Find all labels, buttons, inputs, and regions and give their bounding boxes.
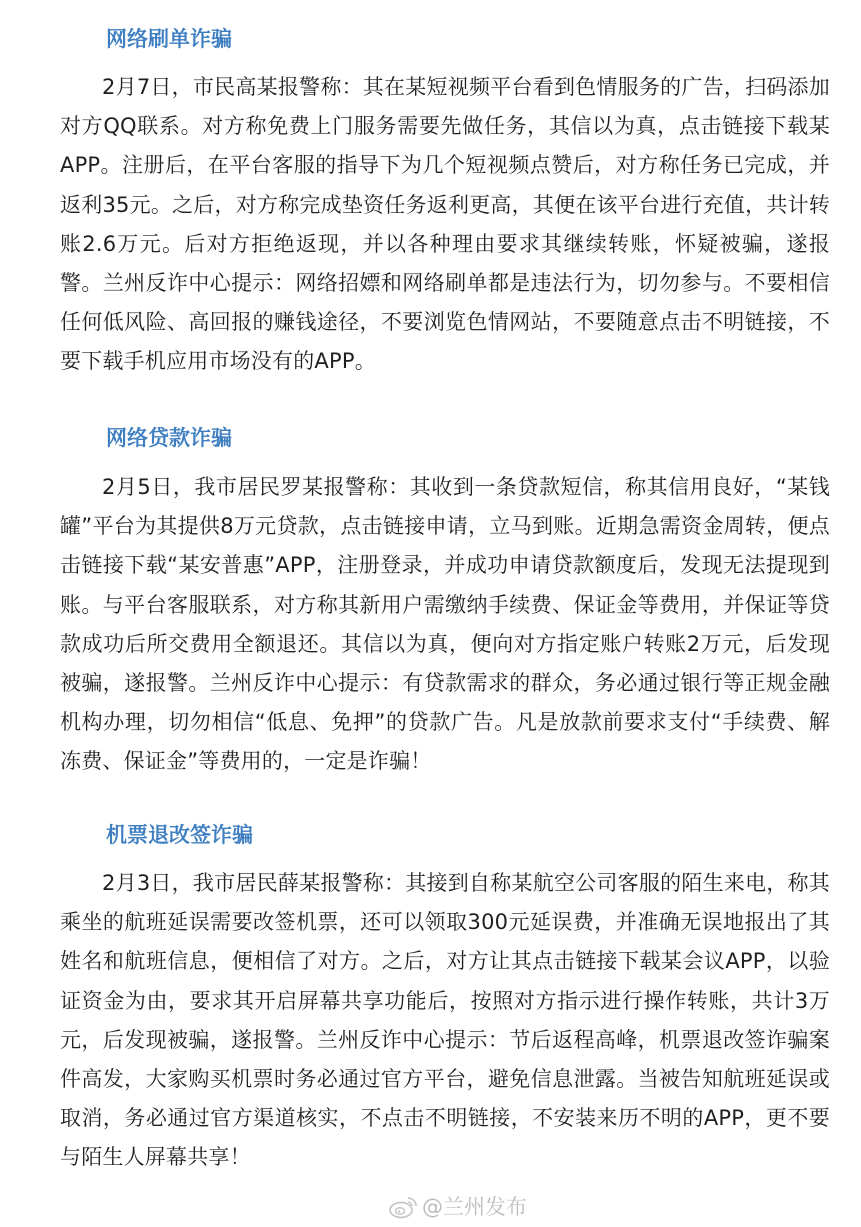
weibo-icon: [388, 1195, 418, 1219]
section-heading: 网络刷单诈骗: [106, 27, 232, 51]
section-heading: 机票退改签诈骗: [106, 823, 253, 847]
section-body: 2月3日，我市居民薛某报警称：其接到自称某航空公司客服的陌生来电，称其乘坐的航班延误需要改签机票，还可以领取300元延误费，并准确无误地报出了其姓名和航班信息，便相信了对方。之后，对方让其点击链接下载某会议APP，以验证资金为由，要求其开启屏幕共享功能后，按照对方指示进行操作转账，共计3万元，后发现被骗，遂报警。兰州反诈中心提示：节后返程高峰，机票退改签诈骗案件高发，大家购买机票时务必通过官方平台，避免信息泄露。当被告知航班延误或取消，务必通过官方渠道核实，不点击不明链接，不安装来历不明的APP，更不要与陌生人屏幕共享！: [60, 871, 830, 1170]
section-heading: 网络贷款诈骗: [106, 426, 232, 450]
section-body: 2月5日，我市居民罗某报警称：其收到一条贷款短信，称其信用良好，“某钱罐”平台为其提供8万元贷款，点击链接申请，立马到账。近期急需资金周转，便点击链接下载“某安普惠”APP，注册登录，并成功申请贷款额度后，发现无法提现到账。与平台客服联系，对方称其新用户需缴纳手续费、保证金等费用，并保证等贷款成功后所交费用全额退还。其信以为真，便向对方指定账户转账2万元，后发现被骗，遂报警。兰州反诈中心提示：有贷款需求的群众，务必通过银行等正规金融机构办理，切勿相信“低息、免押”的贷款广告。凡是放款前要求支付“手续费、解冻费、保证金”等费用的，一定是诈骗！: [60, 475, 830, 774]
section-body: 2月7日，市民高某报警称：其在某短视频平台看到色情服务的广告，扫码添加对方QQ联系。对方称免费上门服务需要先做任务，其信以为真，点击链接下载某APP。注册后，在平台客服的指导下为几个短视频点赞后，对方称任务已完成，并返利35元。之后，对方称完成垫资任务返利更高，其便在该平台进行充值，共计转账2.6万元。后对方拒绝返现，并以各种理由要求其继续转账，怀疑被骗，遂报警。兰州反诈中心提示：网络招嫖和网络刷单都是违法行为，切勿参与。不要相信任何低风险、高回报的赚钱途径，不要浏览色情网站，不要随意点击不明链接，不要下载手机应用市场没有的APP。: [60, 75, 830, 374]
watermark: [388, 1192, 527, 1222]
watermark-text: @兰州发布: [422, 1195, 527, 1219]
